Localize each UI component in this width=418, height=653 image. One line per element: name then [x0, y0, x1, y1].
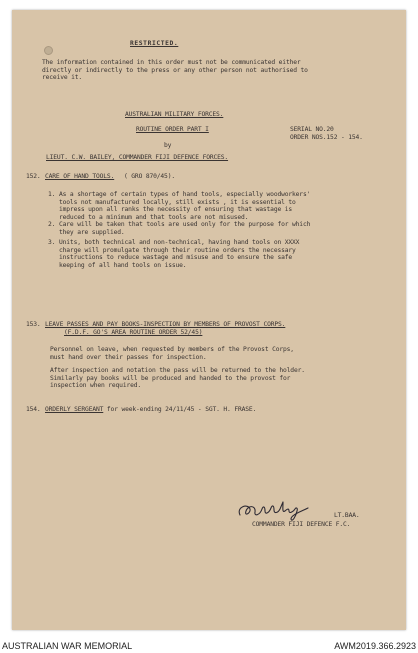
caution-line: The information contained in this order must not be communicated either [42, 59, 301, 66]
section-title: (F.D.F. GO'S AREA ROUTINE ORDER 52/45) [64, 328, 203, 336]
section-title: ORDERLY SERGEANT [45, 406, 104, 413]
section-text: for week-ending 24/11/45 - SGT. H. FRASE. [103, 406, 257, 413]
paragraph-line: keeping of all hand tools on issue. [59, 261, 187, 269]
paragraph-line: charge will promulgate through their routine orders the necessary [59, 246, 296, 254]
paragraph-line: impress upon all ranks the necessity of ensuring that wastage is [59, 206, 293, 213]
paragraph-line: Personnel on leave, when requested by members of the Provost Corps, [50, 346, 294, 353]
section-title: LEAVE PASSES AND PAY BOOKS-INSPECTION BY MEMBERS OF PROVOST CORPS. [45, 321, 286, 328]
accession-number: AWM2019.366.2923 [334, 641, 416, 651]
paragraph-line: must hand over their passes for inspection. [50, 353, 207, 361]
section-title: CARE OF HAND TOOLS. [45, 173, 115, 180]
paragraph-number: 1. [48, 191, 56, 198]
institution-label: AUSTRALIAN WAR MEMORIAL [2, 641, 133, 651]
caution-line: directly or indirectly to the press or any other person not authorised to [42, 66, 308, 74]
paragraph-line: they are supplied. [59, 228, 125, 236]
classification-text: RESTRICTED. [130, 40, 179, 47]
document-page: RESTRICTED. The information contained in this order must not be communicated either directly or indirectly to the press or any other person not authorised to receive it. AUSTRALIAN MILITARY FORCES. ROUTINE ORDER PART I SERIAL NO.20 ORDER NOS.152 - 154. by LIEUT. C.W. BAILEY, COMMANDER FIJI DEFENCE FORCES. 152. CARE OF HAND TOOLS. ( GRO 870/45). 1. As a shortage of certain types of hand tools, especially woodworkers' tools not manufactured locally, still exists , it is essential to impress upon all ranks the necessity of ensuring that wastage is reduced to a minimum and that tools are not misused. 2. Care will be taken that tools are used only for the purpose for which they are supplied. 3. Units, both technical and non-technical, having hand tools on XXXX charge will promulgate through their routine orders the necessary instructions to reduce wastage and misuse and to ensure the safe keeping of all hand tools on issue. 153. LEAVE PASSES AND PAY BOOKS-INSPECTION BY MEMBERS OF PROVOST CORPS. (F.D.F. GO'S AREA ROUTINE ORDER 52/45) Personnel on leave, when requested by members of the Provost Corps, must hand over their passes for inspection. After inspection and notation the pass will be returned to the holder. Similarly pay books will be produced and handed to the provost for inspection when required. 154. ORDERLY SERGEANT for week-ending 24/11/45 - SGT. H. FRASE. LT.BAA. COMMANDER FIJI DEFENCE F.C. [12, 10, 406, 630]
paragraph-number: 3. [48, 239, 56, 246]
paragraph-line: After inspection and notation the pass will be returned to the holder. [50, 367, 305, 374]
paragraph-line: As a shortage of certain types of hand tools, especially woodworkers' [59, 191, 311, 198]
paragraph-line: tools not manufactured locally, still exists , it is essential to [59, 198, 296, 206]
paragraph-line: Care will be taken that tools are used only for the purpose for which [59, 221, 311, 228]
paragraph-line: Similarly pay books will be produced and handed to the provost for [50, 374, 291, 382]
section-number: 153. [26, 321, 41, 328]
paragraph-line: inspection when required. [50, 382, 142, 389]
catalogue-footer [0, 639, 418, 653]
section-reference: ( GRO 870/45). [124, 173, 175, 180]
paragraph-line: reduced to a minimum and that tools are not misused. [59, 213, 249, 221]
paragraph-line: Units, both technical and non-technical, having hand tools on XXXX [59, 239, 300, 246]
caution-line: receive it. [42, 74, 83, 81]
section-number: 154. [26, 406, 41, 413]
paragraph-number: 2. [48, 221, 56, 228]
section-number: 152. [26, 173, 41, 180]
punch-hole [44, 46, 53, 55]
paragraph-line: instructions to reduce wastage and misuse and to ensure the safe [59, 254, 293, 261]
